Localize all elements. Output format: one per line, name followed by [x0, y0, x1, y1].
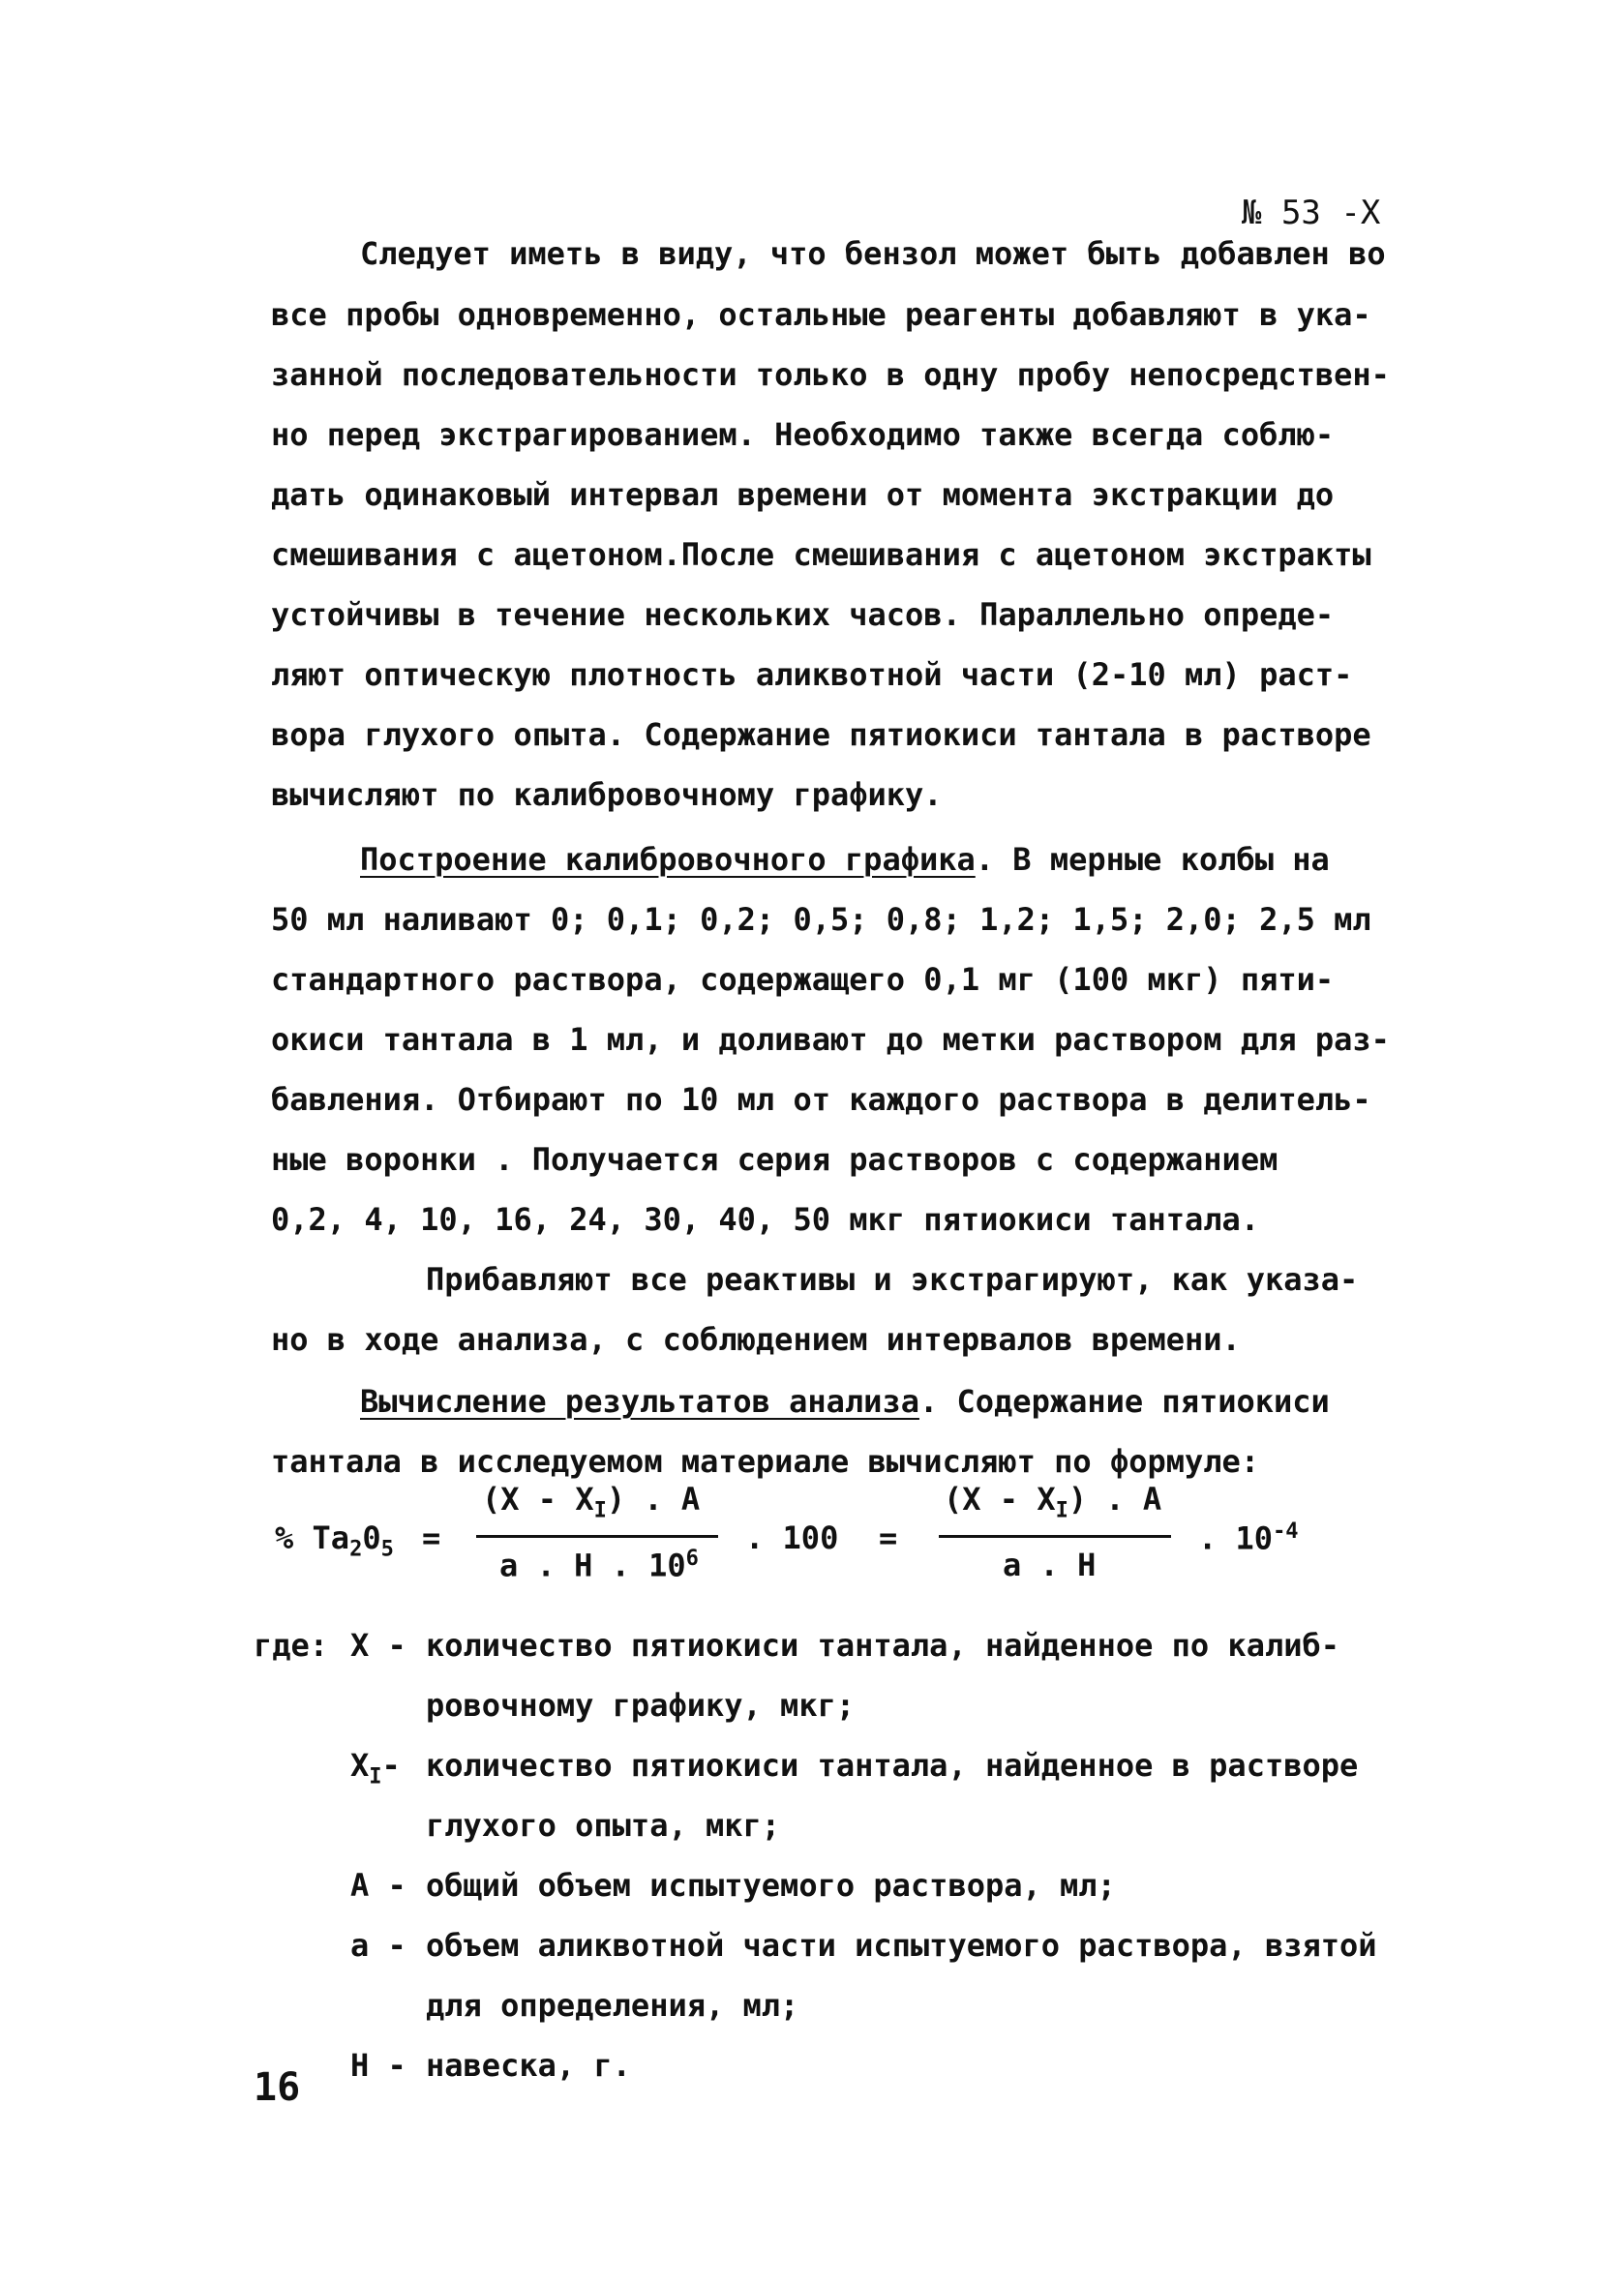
results-first-line: [360, 1382, 1330, 1421]
calibration-first-line: [360, 840, 1330, 879]
formula-equals: =: [879, 1519, 898, 1556]
definition-x-line: количество пятиокиси тантала, найденное по калиб-: [426, 1627, 1340, 1664]
paragraph-line: дать одинаковый интервал времени от момента экстракции до: [271, 476, 1335, 513]
calibration-line: окиси тантала в 1 мл, и доливают до метки раствором для раз-: [271, 1021, 1390, 1058]
definition-x1-line: количество пятиокиси тантала, найденное в растворе: [426, 1747, 1359, 1784]
definition-x-line: ровочному графику, мкг;: [426, 1687, 856, 1724]
paragraph-line: устойчивы в течение нескольких часов. Параллельно опреде-: [271, 596, 1335, 633]
reagents-line: но в ходе анализа, с соблюдением интервалов времени.: [271, 1321, 1241, 1358]
fraction-bar: [939, 1535, 1171, 1538]
formula-equals: =: [422, 1519, 441, 1556]
formula: [261, 1481, 1345, 1597]
formula-numerator-1: $(X - X_I)$ . A: [482, 1481, 701, 1523]
definition-x-symbol: X -: [350, 1627, 406, 1664]
paragraph-line: ляют оптическую плотность аликвотной части (2-10 мл) раст-: [271, 656, 1353, 693]
paragraph-line: Следует иметь в виду, что бензол может быть добавлен во: [360, 235, 1386, 272]
calibration-line: 0,2, 4, 10, 16, 24, 30, 40, 50 мкг пятиокиси тантала.: [271, 1201, 1260, 1238]
definition-a-lower-symbol: a -: [350, 1927, 406, 1964]
definition-where: где:: [254, 1627, 329, 1664]
calibration-line: ные воронки . Получается серия растворов с содержанием: [271, 1141, 1278, 1178]
page-number: 16: [254, 2065, 301, 2110]
definition-a-upper-line: общий объем испытуемого раствора, мл;: [426, 1867, 1116, 1904]
definition-a-lower-line: объем аликвотной части испытуемого раствора, взятой: [426, 1927, 1377, 1964]
formula-numerator-2: $(X - X_I)$ . A: [944, 1481, 1162, 1523]
definition-h-line: навеска, г.: [426, 2047, 631, 2084]
definition-x1-line: глухого опыта, мкг;: [426, 1807, 781, 1844]
definition-x1-symbol: $X_I-$: [350, 1747, 401, 1790]
definition-a-lower-line: для определения, мл;: [426, 1987, 799, 2024]
fraction-bar: [476, 1535, 718, 1538]
results-heading-rest: . Содержание пятиокиси: [918, 1383, 1330, 1420]
results-line: тантала в исследуемом материале вычисляют по формуле:: [271, 1443, 1260, 1480]
definition-h-symbol: H -: [350, 2047, 406, 2084]
definition-a-upper-symbol: A -: [350, 1867, 406, 1904]
paragraph-line: смешивания с ацетоном.После смешивания с ацетоном экстракты: [271, 536, 1371, 573]
reagents-line: Прибавляют все реактивы и экстрагируют, как указа-: [426, 1261, 1359, 1298]
formula-multiplier-1: . 100: [745, 1519, 839, 1556]
calibration-line: стандартного раствора, содержащего 0,1 мг (100 мкг) пяти-: [271, 961, 1335, 998]
paragraph-line: вора глухого опыта. Содержание пятиокиси тантала в растворе: [271, 716, 1371, 753]
calibration-heading-rest: . В мерные колбы на: [975, 841, 1330, 878]
formula-multiplier-2: . $10^{-4}$: [1198, 1519, 1299, 1557]
calibration-line: бавления. Отбирают по 10 мл от каждого раствора в делитель-: [271, 1081, 1371, 1118]
paragraph-line: вычисляют по калибровочному графику.: [271, 776, 943, 813]
formula-denominator-2: a . H: [1003, 1547, 1097, 1583]
results-heading: Вычисление результатов анализа: [360, 1383, 919, 1420]
formula-denominator-1: a . H . $10^6$: [499, 1547, 699, 1584]
calibration-line: 50 мл наливают 0; 0,1; 0,2; 0,5; 0,8; 1,2; 1,5; 2,0; 2,5 мл: [271, 901, 1371, 938]
paragraph-line: занной последовательности только в одну пробу непосредствен-: [271, 356, 1390, 393]
document-number: № 53 -Х: [1242, 194, 1381, 232]
calibration-heading: Построение калибровочного графика: [360, 841, 976, 878]
formula-lhs: % $Ta_20_5$: [275, 1519, 394, 1562]
paragraph-line: все пробы одновременно, остальные реагенты добавляют в ука-: [271, 296, 1371, 333]
paragraph-line: но перед экстрагированием. Необходимо также всегда соблю-: [271, 416, 1335, 453]
